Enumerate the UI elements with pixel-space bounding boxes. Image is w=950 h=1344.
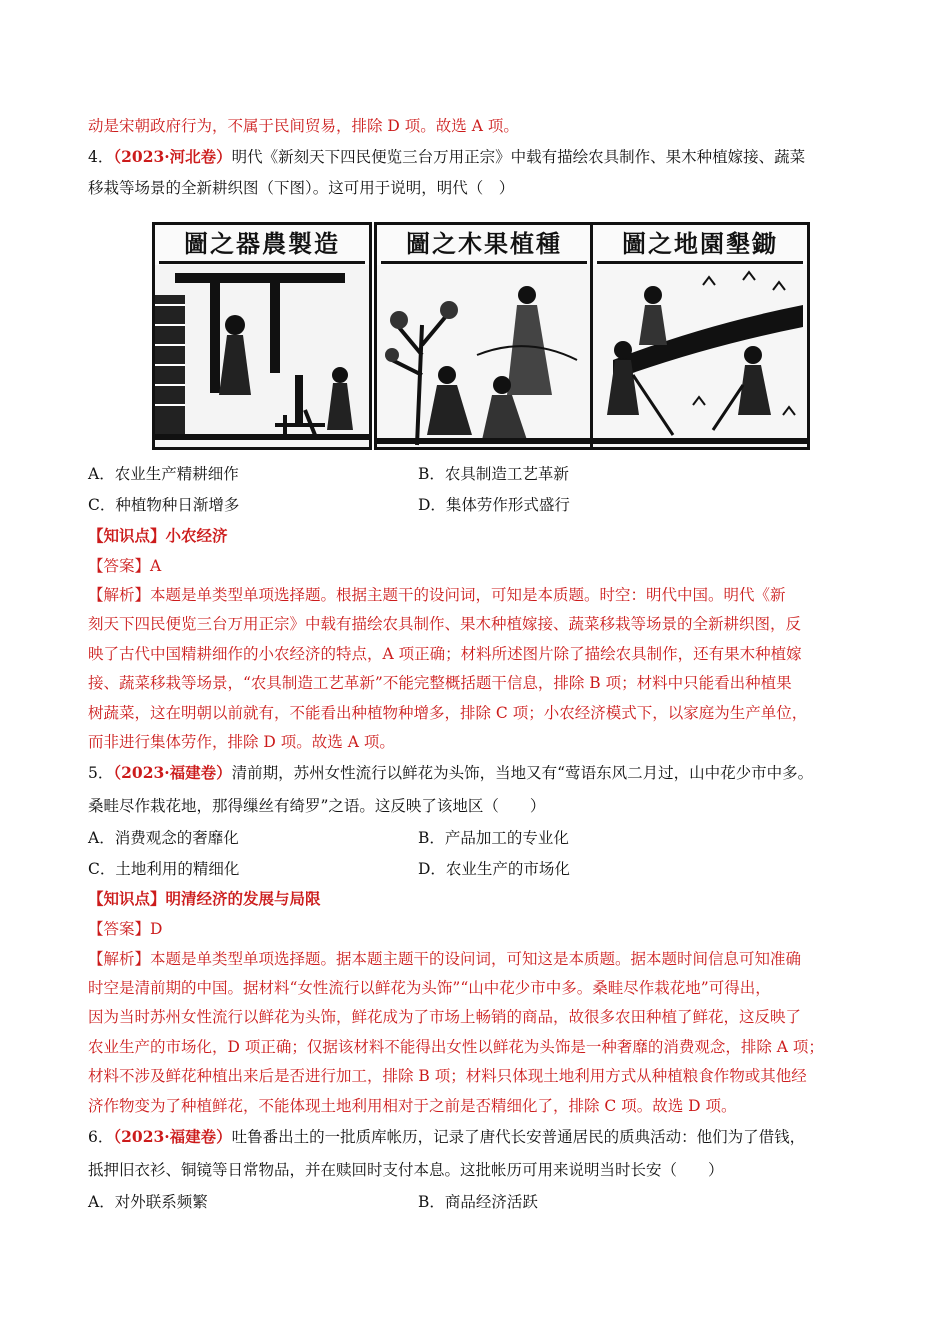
q4-explanation-3: 映了古代中国精耕细作的小农经济的特点，A 项正确；材料所述图片除了描绘农具制作，还有果木种植嫁 [88, 645, 802, 663]
woodcut-panel-garden-hoeing [590, 222, 810, 450]
question-stem: 明代《新刻天下四民便览三台万用正宗》中载有描绘农具制作、果木种植嫁接、蔬菜 [231, 148, 806, 166]
prev-explanation-tail: 动是宋朝政府行为，不属于民间贸易，排除 D 项。故选 A 项。 [88, 117, 519, 135]
q5-option-c: C．土地利用的精细化 [88, 860, 240, 878]
question-number: 5． [88, 764, 114, 782]
q5-explanation-6: 济作物变为了种植鲜花，不能体现土地利用相对于之前是否精细化了，排除 C 项。故选 D 项。 [88, 1097, 737, 1115]
question-6-line-1 [88, 1127, 863, 1147]
q4-option-c: C．种植物种日渐增多 [88, 496, 240, 514]
question-source: （2023·福建卷） [113, 763, 232, 782]
q4-explanation-2: 刻天下四民便览三台万用正宗》中载有描绘农具制作、果木种植嫁接、蔬菜移栽等场景的全新耕织图，反 [88, 615, 802, 633]
question-source: （2023·福建卷） [113, 1127, 232, 1146]
question-number: 6． [88, 1128, 114, 1146]
question-6-line-2: 抵押旧衣衫、铜镜等日常物品，并在赎回时支付本息。这批帐历可用来说明当时长安（ ） [88, 1161, 724, 1179]
q5-explanation-5: 材料不涉及鲜花种植出来后是否进行加工，排除 B 项；材料只体现土地利用方式从种植粮食作物或其他经 [88, 1067, 807, 1085]
q4-knowledge-point: 【知识点】小农经济 [88, 526, 228, 545]
woodcut-panel-tool-making [152, 222, 372, 450]
tool-making-scene-icon [155, 265, 369, 447]
q5-explanation-4: 农业生产的市场化，D 项正确；仅据该材料不能得出女性以鲜花为头饰是一种奢靡的消费观念，排除 A 项； [88, 1038, 824, 1056]
q4-explanation-5: 树蔬菜，这在明朝以前就有，不能看出种植物种增多，排除 C 项；小农经济模式下，以家庭为生产单位， [88, 704, 808, 722]
garden-hoeing-scene-icon [593, 265, 807, 447]
q5-explanation-2: 时空是清前期的中国。据材料“女性流行以鲜花为头饰”“山中花少市中多。桑畦尽作栽花地”可得出， [88, 979, 771, 997]
q5-explanation-3: 因为当时苏州女性流行以鲜花为头饰，鲜花成为了市场上畅销的商品，故很多农田种植了鲜花，这反映了 [88, 1008, 802, 1026]
panel-caption: 圖之地園墾鋤 [597, 227, 803, 264]
question-5-line-2: 桑畦尽作栽花地，那得缫丝有绮罗”之语。这反映了该地区（ ） [88, 797, 546, 815]
woodcut-panel-fruit-trees [374, 222, 594, 450]
q5-option-b: B．产品加工的专业化 [418, 829, 569, 847]
q4-explanation-1: 【解析】本题是单类型单项选择题。根据主题干的设问词，可知是本质题。时空：明代中国。明代《新 [88, 586, 786, 604]
panel-caption: 圖之木果植種 [381, 227, 587, 264]
q5-option-a: A．消费观念的奢靡化 [88, 829, 239, 847]
q6-option-b: B．商品经济活跃 [418, 1193, 538, 1211]
question-number: 4． [88, 148, 114, 166]
q5-option-d: D．农业生产的市场化 [418, 860, 570, 878]
question-4-line-2: 移栽等场景的全新耕织图（下图）。这可用于说明，明代（ ） [88, 179, 515, 197]
question-stem: 清前期，苏州女性流行以鲜花为头饰，当地又有“莺语东风二月过，山中花少市中多。 [231, 764, 814, 782]
q5-answer: 【答案】D [88, 920, 163, 938]
q4-option-a: A．农业生产精耕细作 [88, 465, 239, 483]
question-stem: 吐鲁番出土的一批质库帐历，记录了唐代长安普通居民的质典活动：他们为了借钱， [231, 1128, 806, 1146]
q4-answer: 【答案】A [88, 557, 162, 575]
q4-option-d: D．集体劳作形式盛行 [418, 496, 570, 514]
q5-explanation-1: 【解析】本题是单类型单项选择题。据本题主题干的设问词，可知这是本质题。据本题时间信息可知准确 [88, 950, 802, 968]
fruit-tree-scene-icon [377, 265, 591, 447]
panel-caption: 圖之器農製造 [159, 227, 365, 264]
question-5-line-1 [88, 763, 863, 783]
question-source: （2023·河北卷） [113, 147, 232, 166]
q4-option-b: B．农具制造工艺革新 [418, 465, 569, 483]
q6-option-a: A．对外联系频繁 [88, 1193, 208, 1211]
farming-illustration [150, 212, 805, 448]
q5-knowledge-point: 【知识点】明清经济的发展与局限 [88, 889, 321, 908]
q4-explanation-6: 而非进行集体劳作，排除 D 项。故选 A 项。 [88, 733, 395, 751]
q4-explanation-4: 接、蔬菜移栽等场景，“农具制造工艺革新”不能完整概括题干信息，排除 B 项；材料中只能看出种植果 [88, 674, 792, 692]
question-4-line-1 [88, 147, 863, 167]
